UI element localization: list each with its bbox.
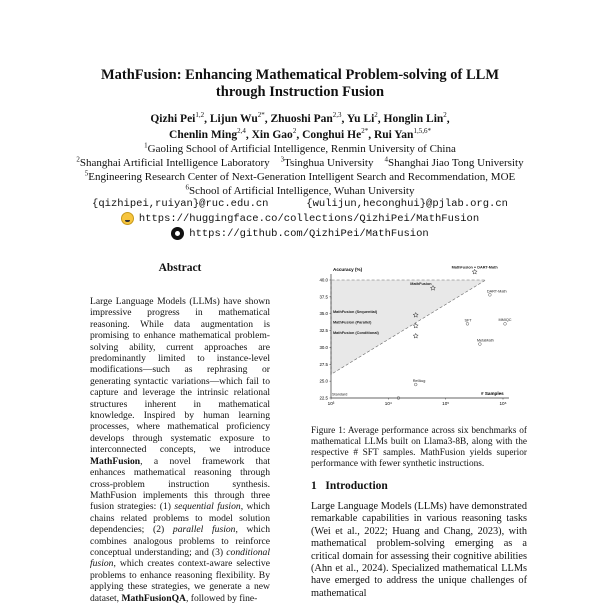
affil-sup: 2 [76,155,80,164]
affil-sup: 6 [185,183,190,192]
abstract-text: , which combines analogous problems to reinforce conceptual understanding; and (3) [90,524,270,558]
author-name: Qizhi Pei [150,113,196,125]
author-name: Conghui He [302,129,362,141]
huggingface-link-row [0,212,600,225]
email-left[interactable]: {qizhipei,ruiyan}@ruc.edu.cn [92,198,269,210]
author-affil-sup: 2 [292,127,297,136]
x-axis-label: # Samples [481,391,504,396]
author-affil-sup: 2,3 [332,111,342,120]
author-line-2: Chenlin Ming$^{2,4}$, Xin Gao$^2$, Conghui $He^{2*}$, Rui Yan$^{1,5,6*}$ [169,127,431,141]
data-point-label: MathFusion [410,281,432,286]
abstract-italic: conditional fusion [90,546,270,570]
author-affil-sup: 2* [361,127,369,136]
title-line-2: through Instruction Fusion [215,84,385,100]
affil-text: Gaoling School of Artificial Intelligence, Renmin University of China [147,143,456,155]
abstract-text: , which creates context-aware selective problems to enhance reasoning flexibility. By applying these strategies, we generate a new dataset, [90,558,270,604]
author-affil-sup: 2 [374,111,378,120]
data-point-label: MetaMath [476,338,494,343]
x-tick-label: 10⁴ [384,401,392,406]
y-axis-label: Accuracy (%) [333,267,363,272]
y-ticks [319,278,331,401]
data-point-star [413,333,418,338]
data-point-label: SFT [464,318,472,323]
abstract-body [90,296,270,604]
data-point-circle [488,293,491,296]
paper-title [0,67,600,101]
huggingface-link[interactable]: https://huggingface.co/collections/QizhiPei/MathFusion [138,212,480,225]
email-row [0,198,600,210]
data-point-label: RefAug [412,379,426,384]
data-point-star [413,323,418,328]
affil-text: Shanghai Artificial Intelligence Laboratory [79,157,270,169]
section-title: Introduction [325,480,388,492]
affil-text: Tsinghua University [284,157,374,169]
y-tick-label: 40.0 [319,277,328,283]
x-tick-label: 10³ [327,401,335,406]
section-heading [311,480,388,492]
abstract-bold: MathFusionQA [121,592,186,604]
author-name: Chenlin Ming [169,129,238,141]
efficiency-region [331,280,486,374]
data-point-label: MMIQC [498,317,512,322]
data-point-label: MathFusion (Sequential) [333,309,378,314]
x-tick-label: 10⁵ [442,401,450,406]
author-name: Honglin Lin [383,113,444,125]
github-icon [171,227,184,240]
data-point-label: Standard [332,392,348,397]
affiliation-6 [0,184,600,198]
author-affil-sup: 2 [443,111,447,120]
huggingface-icon [121,212,134,225]
abstract-italic: parallel fusion [172,524,236,536]
data-point-label: MathFusion (Conditional) [333,330,379,335]
author-affil-sup: 1,2 [195,111,205,120]
abstract-italic: sequential fusion [174,501,241,513]
affil-sup: 3 [280,155,285,164]
data-point-label: DART-Math [486,289,507,294]
data-point-circle [414,383,417,386]
y-tick-label: 35.0 [319,311,328,317]
author-line-1: Qizhi Pei$^{1,2}$, Lijun $Wu^{2*}$, Zhuoshi Pan$^{2,3}$, Yu Li$^2$, Honglin Lin$^2$, [150,111,450,125]
affil-sup: 4 [384,155,388,164]
affil-sup: 5 [84,169,89,178]
github-link-row [0,227,600,240]
author-affil-sup: 2,4 [237,127,246,136]
title-line-1: MathFusion: Enhancing Mathematical Problem-solving of LLM [100,67,500,83]
affiliation-5 [0,170,600,184]
author-name: Yu Li [346,113,375,125]
intro-body: Large Language Models (LLMs) have demonstrated remarkable capabilities in various reasoning tasks (Wei et al., 2022; Huang and Chang, 2023), with mathematical problem-solving emerging as a critical domain for assessing their cognitive abilities (Ahn et al., 2024). Specialized mathematical LLMs have emerged to address the unique challenges of mathematical [311,501,527,599]
y-tick-label: 27.5 [319,361,328,367]
abstract-text: , followed by fine- [185,592,258,604]
author-name: Xin Gao [251,129,293,141]
data-point-label: MathFusion + DART-Math [451,265,498,270]
affil-sup: 1 [144,141,148,150]
y-tick-label: 25.0 [319,378,328,384]
data-point-circle [478,343,481,346]
affiliation-1 [0,142,600,156]
y-tick-label: 37.5 [319,294,328,300]
data-point-circle [504,322,507,325]
abstract-heading: Abstract [158,262,202,274]
data-point-circle [466,322,469,325]
x-tick-label: 10⁶ [499,401,507,406]
section-number: 1 [311,480,317,492]
scatter-chart [313,262,525,422]
author-name: Zhuoshi Pan [270,113,333,125]
author-list [0,111,600,143]
figure-caption: Figure 1: Average performance across six benchmarks of mathematical LLMs built on Llama3-8B, along with the respective # SFT samples. MathFusion yields superior performance with fewer synthetic instructions. [311,426,527,469]
y-tick-label: 32.5 [319,328,328,334]
affil-text: Engineering Research Center of Next-Generation Intelligent Search and Recommendation, MOE [88,171,516,183]
affiliation-row-2 [0,156,600,170]
author-name: Lijun Wu [209,113,258,125]
x-ticks [328,398,507,406]
abstract-text: Large Language Models (LLMs) have shown impressive progress in mathematical reasoning. While data augmentation is promising to enhance mathematical problem-solving ability, current approaches are predominantly limited to instance-level modifications—such as rephrasing or generating syntactic variations—which fail to capture and leverage the intrinsic relational structures inherent in mathematical knowledge. Inspired by human learning processes, where mathematical proficiency develops through systematic exposure to interconnected concepts, we introduce [90,296,270,456]
author-affil-sup: 2* [257,111,265,120]
github-link[interactable]: https://github.com/QizhiPei/MathFusion [189,227,429,240]
abstract-text: , which chains related problems to model solution dependencies; (2) [90,501,270,536]
figure-1 [313,262,525,422]
data-point-label: MathFusion (Parallel) [333,320,372,325]
author-name: Rui Yan [373,129,414,141]
affil-text: School of Artificial Intelligence, Wuhan University [189,185,415,197]
data-point-star [472,269,477,274]
author-affil-sup: 1,5,6* [413,127,431,136]
y-tick-label: 30.0 [319,344,328,350]
abstract-bold: MathFusion [90,455,141,467]
y-tick-label: 22.5 [319,395,328,401]
affil-text: Shanghai Jiao Tong University [387,157,524,169]
email-right[interactable]: {wulijun,heconghui}@pjlab.org.cn [306,198,508,210]
abstract-text: , a novel framework that enhances mathematical reasoning through cross-problem instruction synthesis. MathFusion implements this through three fusion strategies: (1) [90,455,270,513]
